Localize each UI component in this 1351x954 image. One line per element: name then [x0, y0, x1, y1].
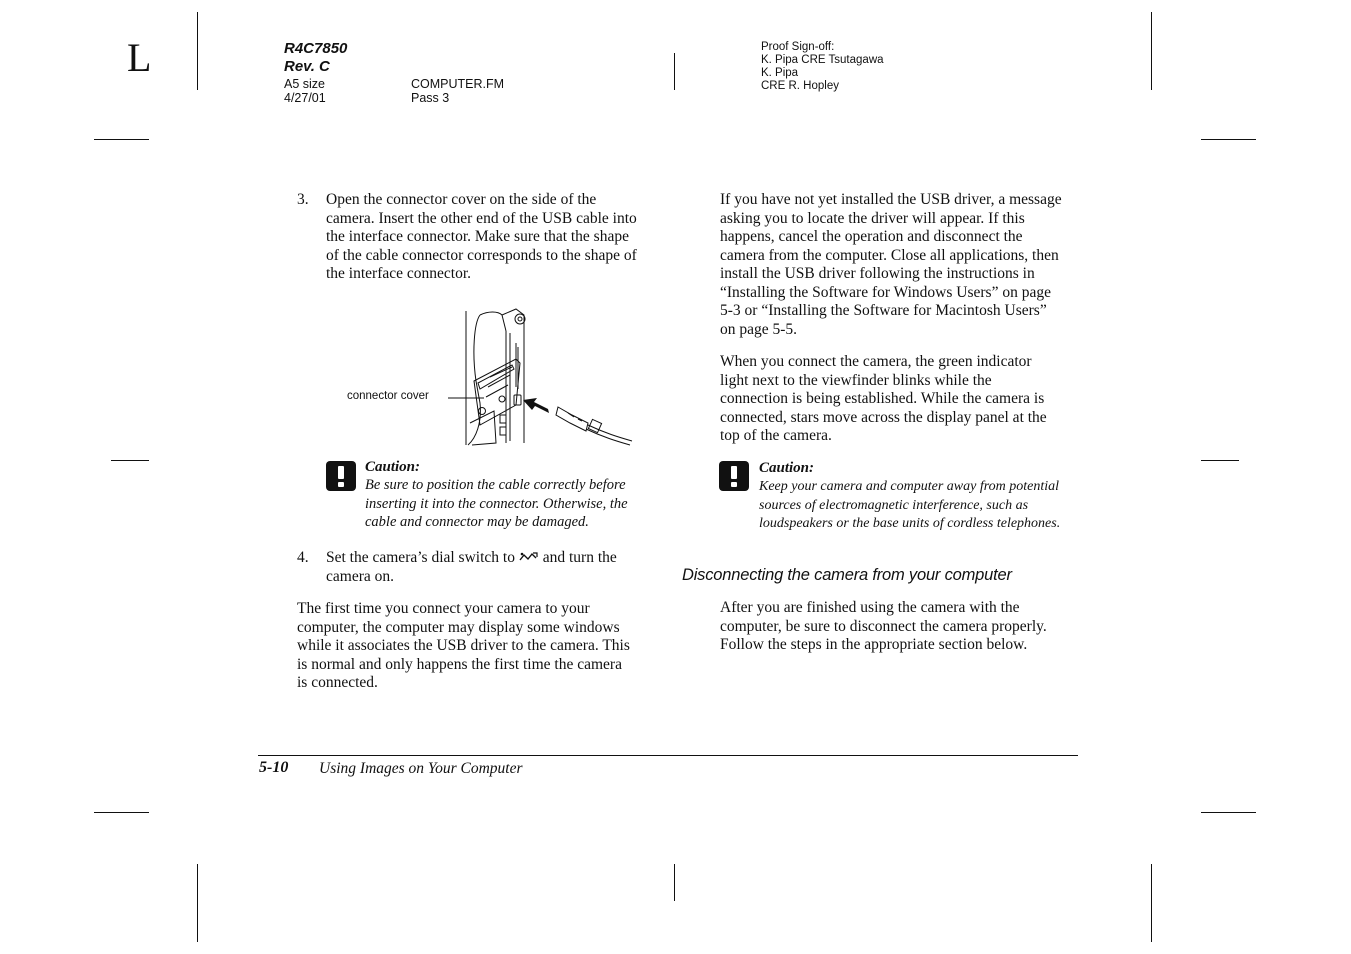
text-line: camera from the computer. Close all applications, then — [720, 246, 1059, 264]
crop-mark — [674, 53, 675, 90]
crop-mark — [674, 864, 675, 901]
text-line: loudspeakers or the base units of cordless telephones. — [759, 516, 1061, 531]
text-line: asking you to locate the driver will appear. If this — [720, 209, 1025, 227]
figure-label-connector-cover: connector cover — [347, 390, 429, 402]
header-revision: Rev. C — [284, 58, 330, 75]
step-text — [326, 549, 666, 586]
step-text — [326, 191, 666, 284]
text-line: camera on. — [326, 567, 394, 585]
header-pass: Pass 3 — [411, 91, 450, 105]
caution-title: Caution: — [365, 459, 421, 475]
caution-title: Caution: — [759, 460, 815, 476]
text-line: “Installing the Software for Windows Users” on page — [720, 283, 1051, 301]
text-line: top of the camera. — [720, 427, 832, 444]
first-connection-paragraph — [297, 600, 630, 693]
text-line: The first time you connect your camera to your — [297, 600, 590, 617]
crop-mark — [1201, 460, 1239, 461]
text-line: Keep your camera and computer away from potential — [759, 479, 1060, 494]
pc-connection-mode-icon — [519, 551, 539, 563]
caution-text — [365, 476, 628, 532]
crop-mark — [94, 139, 149, 140]
text-line: happens, cancel the operation and disconnect the — [720, 228, 1023, 245]
usb-driver-paragraph — [720, 191, 1062, 339]
text-line: 5-3 or “Installing the Software for Macintosh Users” — [720, 302, 1047, 319]
proof-signoff — [761, 41, 884, 93]
text-line: connection is being established. While the camera is — [720, 390, 1045, 407]
text-segment: Set the camera’s dial switch to — [326, 549, 515, 566]
text-line — [326, 549, 666, 568]
text-line: After you are finished using the camera with the — [720, 599, 1020, 616]
proof-line: K. Pipa CRE Tsutagawa — [761, 54, 884, 66]
step-number: 4. — [297, 549, 309, 566]
text-line: camera. Insert the other end of the USB cable into — [326, 209, 637, 227]
text-line: cable and connector may be damaged. — [365, 514, 589, 530]
text-line: inserting it into the connector. Otherwise, the — [365, 495, 628, 512]
crop-mark — [1201, 139, 1256, 140]
crop-mark — [111, 460, 149, 461]
page-side-mark: L — [127, 35, 152, 80]
crop-mark — [197, 12, 198, 90]
text-line: Follow the steps in the appropriate section below. — [720, 636, 1028, 653]
step-number: 3. — [297, 191, 309, 208]
chapter-title: Using Images on Your Computer — [319, 760, 523, 777]
text-line: light next to the viewfinder blinks while the — [720, 371, 992, 389]
header-model: R4C7850 — [284, 40, 348, 57]
text-line: install the USB driver following the instructions in — [720, 265, 1035, 282]
text-line: computer, the computer may display some windows — [297, 618, 620, 636]
camera-connector-illustration — [440, 303, 640, 448]
proof-line: K. Pipa — [761, 67, 799, 79]
crop-mark — [1151, 864, 1152, 942]
footer-rule — [258, 755, 1078, 756]
disconnect-paragraph — [720, 599, 1047, 655]
header-size: A5 size — [284, 77, 325, 91]
page-number: 5-10 — [259, 759, 289, 776]
text-line: the interface connector. Make sure that the shape — [326, 228, 629, 245]
text-line: is normal and only happens the first time the camera — [297, 655, 622, 673]
text-line: When you connect the camera, the green indicator — [720, 353, 1032, 370]
crop-mark — [1201, 812, 1256, 813]
proof-title: Proof Sign-off: — [761, 41, 835, 53]
crop-mark — [1151, 12, 1152, 90]
header-file: COMPUTER.FM — [411, 77, 505, 91]
text-line: Open the connector cover on the side of the — [326, 191, 597, 208]
crop-mark — [94, 812, 149, 813]
crop-mark — [197, 864, 198, 942]
proof-line: CRE R. Hopley — [761, 80, 839, 92]
header-date: 4/27/01 — [284, 91, 326, 105]
text-line: on page 5-5. — [720, 320, 798, 338]
text-segment: and turn the — [542, 549, 617, 566]
caution-text — [759, 478, 1060, 534]
text-line: while it associates the USB driver to the camera. This — [297, 637, 630, 654]
text-line: sources of electromagnetic interference, such as — [759, 497, 1029, 513]
text-line: computer, be sure to disconnect the camera properly. — [720, 617, 1047, 635]
text-line: is connected. — [297, 674, 378, 691]
section-heading: Disconnecting the camera from your computer — [682, 566, 1012, 584]
text-line: If you have not yet installed the USB driver, a message — [720, 191, 1062, 208]
caution-exclamation-icon — [719, 461, 749, 491]
caution-exclamation-icon — [326, 461, 356, 491]
text-line: of the cable connector corresponds to the shape of — [326, 246, 637, 264]
text-line: Be sure to position the cable correctly before — [365, 477, 626, 493]
text-line: the interface connector. — [326, 265, 472, 282]
indicator-paragraph — [720, 353, 1047, 446]
text-line: connected, stars move across the display panel at the — [720, 408, 1047, 426]
